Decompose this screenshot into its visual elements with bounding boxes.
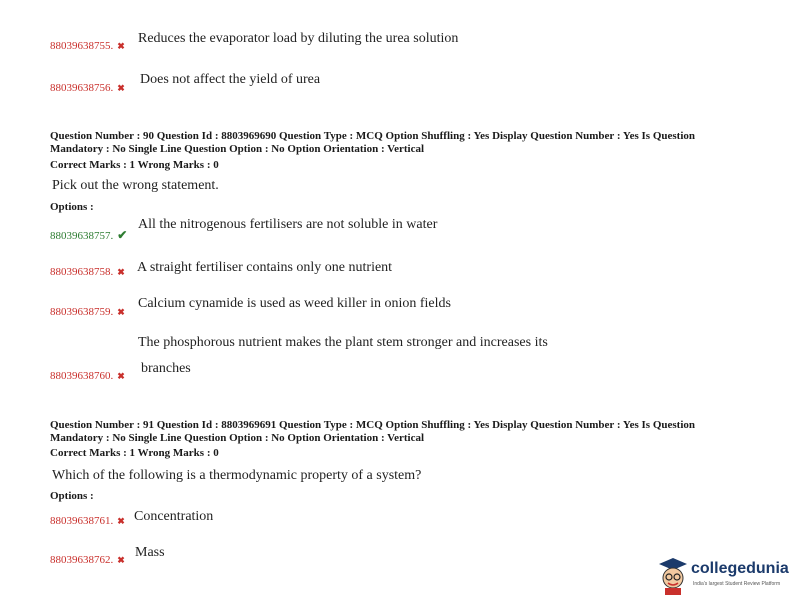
- wrong-mark-icon: ✖: [117, 267, 125, 277]
- wrong-mark-icon: ✖: [117, 516, 125, 526]
- question-marks: Correct Marks : 1 Wrong Marks : 0: [50, 447, 219, 459]
- question-marks: Correct Marks : 1 Wrong Marks : 0: [50, 159, 219, 171]
- option-id: 88039638759. ✖: [50, 306, 125, 318]
- question-meta: Question Number : 90 Question Id : 8803969690 Question Type : MCQ Option Shuffling : Yes Display Question Number : Yes Is Question Mandatory : No Single Line Question Option : No Option Orientation : Vertical: [50, 130, 695, 155]
- logo-name: collegedunia: [691, 560, 789, 577]
- options-label: Options :: [50, 201, 94, 213]
- question-meta: Question Number : 91 Question Id : 8803969691 Question Type : MCQ Option Shuffling : Yes Display Question Number : Yes Is Question Mandatory : No Single Line Question Option : No Option Orientation : Vertical: [50, 419, 695, 444]
- option-text: A straight fertiliser contains only one nutrient: [137, 260, 393, 275]
- option-id: 88039638762. ✖: [50, 554, 125, 566]
- mascot-icon: [657, 556, 689, 596]
- option-id: 88039638756. ✖: [50, 82, 125, 94]
- option-text: Does not affect the yield of urea: [140, 72, 321, 87]
- option-id: 88039638757. ✔: [50, 228, 128, 242]
- correct-mark-icon: ✔: [117, 228, 128, 242]
- wrong-mark-icon: ✖: [117, 371, 125, 381]
- wrong-mark-icon: ✖: [117, 83, 125, 93]
- option-id: 88039638760. ✖: [50, 370, 125, 382]
- option-text: All the nitrogenous fertilisers are not soluble in water: [138, 217, 438, 232]
- option-text-line1: The phosphorous nutrient makes the plant stem stronger and increases its: [138, 335, 548, 350]
- logo-tagline: India's largest Student Review Platform: [693, 581, 781, 587]
- question-text: Pick out the wrong statement.: [52, 178, 219, 193]
- option-text: Calcium cynamide is used as weed killer in onion fields: [138, 296, 451, 311]
- wrong-mark-icon: ✖: [117, 555, 125, 565]
- question-text: Which of the following is a thermodynamic property of a system?: [52, 468, 422, 483]
- wrong-mark-icon: ✖: [117, 307, 125, 317]
- option-text-line2: branches: [141, 361, 191, 376]
- option-text: Reduces the evaporator load by diluting the urea solution: [138, 31, 459, 46]
- option-id: 88039638755. ✖: [50, 40, 125, 52]
- option-text: Concentration: [134, 509, 214, 524]
- option-id: 88039638761. ✖: [50, 515, 125, 527]
- wrong-mark-icon: ✖: [117, 41, 125, 51]
- option-text: Mass: [135, 545, 165, 560]
- options-label: Options :: [50, 490, 94, 502]
- option-id: 88039638758. ✖: [50, 266, 125, 278]
- collegedunia-logo: [657, 556, 787, 600]
